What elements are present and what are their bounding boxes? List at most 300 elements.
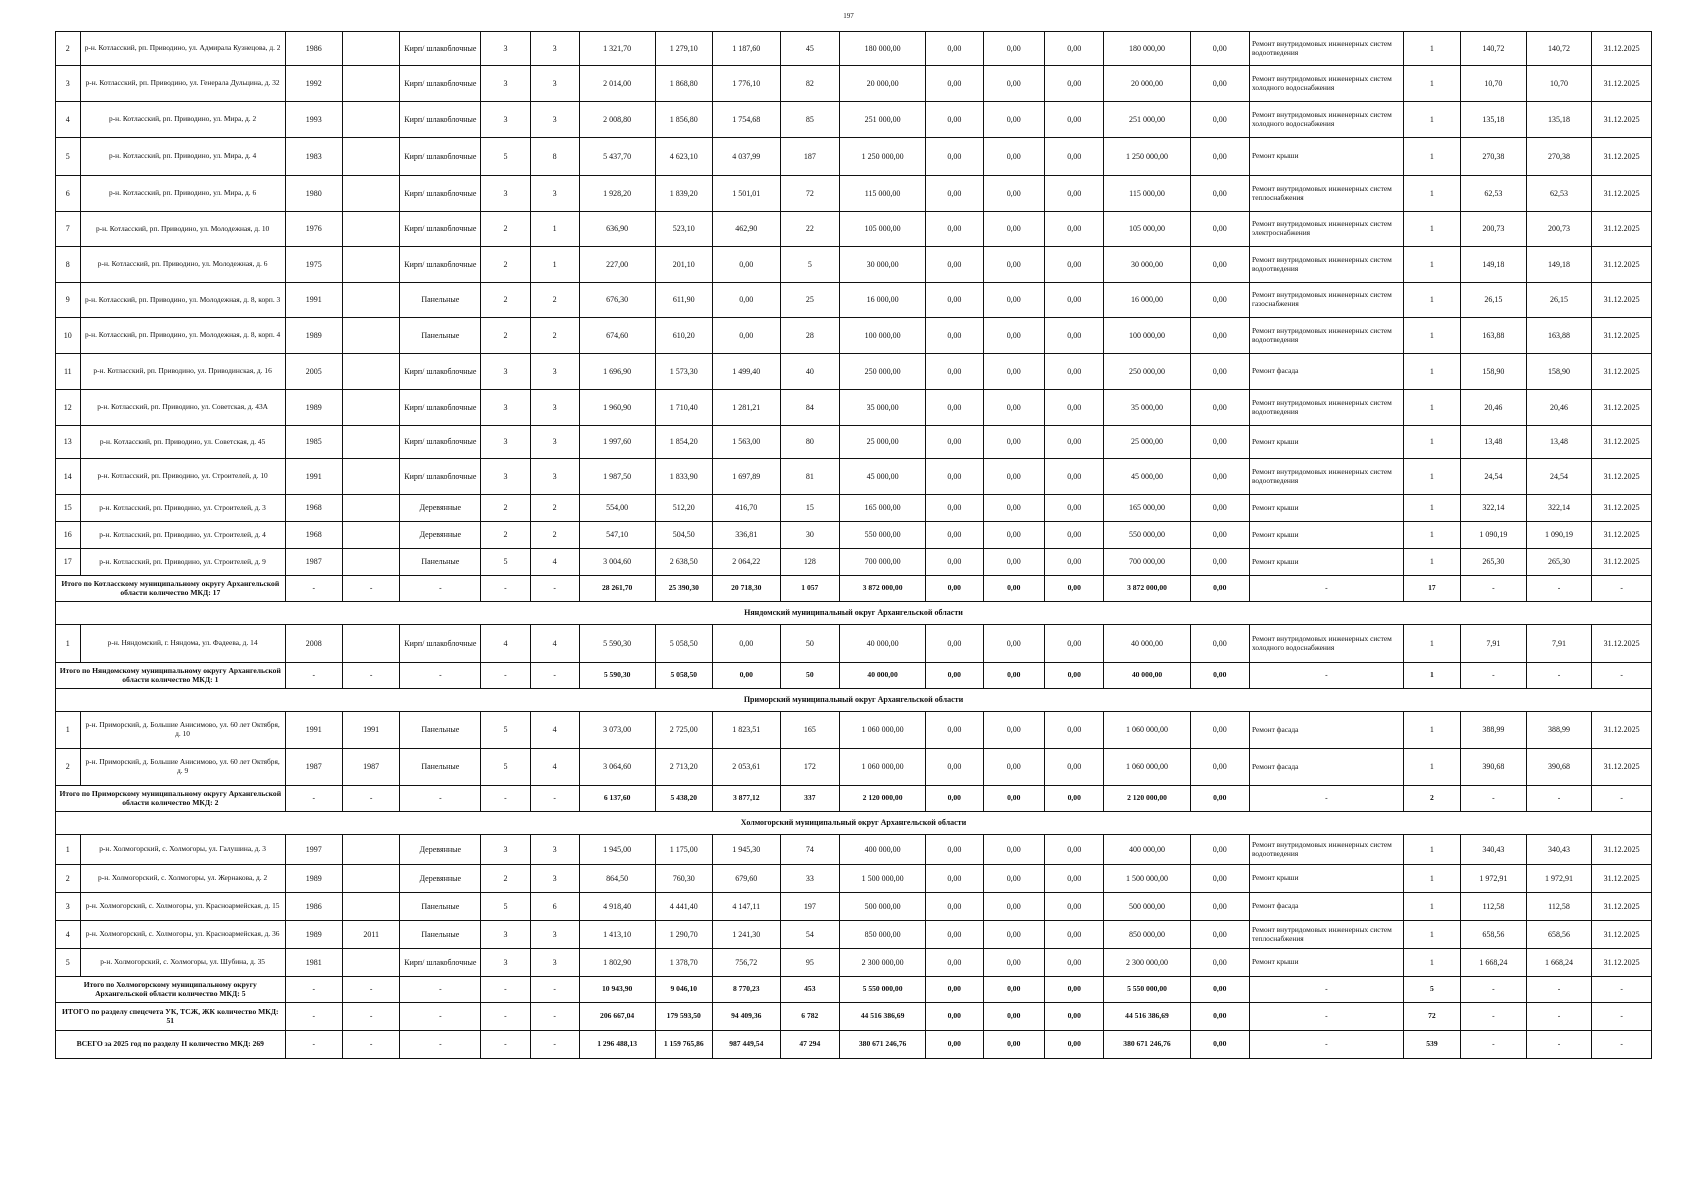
cell-wall: Панельные — [400, 712, 481, 749]
cell-cnt: 1 — [1403, 495, 1460, 522]
page-number: 197 — [843, 12, 854, 20]
cell-work: Ремонт крыши — [1249, 522, 1403, 549]
cell-a3: 1 754,68 — [712, 102, 780, 138]
cell-addr: р-н. Няндомский, г. Няндома, ул. Фадеева, д. 14 — [80, 625, 285, 663]
cell-own: 251 000,00 — [1104, 102, 1190, 138]
cell-a2: 201,10 — [655, 247, 712, 283]
cell-f1: 0,00 — [926, 102, 983, 138]
cell-ent: 8 — [530, 138, 579, 176]
cell-a2: 2 638,50 — [655, 549, 712, 576]
cell-own: 100 000,00 — [1104, 318, 1190, 354]
cell-ent: 1 — [530, 247, 579, 283]
cell-cnt: 1 — [1403, 426, 1460, 459]
cell-c2: 7,91 — [1526, 625, 1592, 663]
total-f3: 0,00 — [1045, 977, 1104, 1003]
cell-f1: 0,00 — [926, 749, 983, 786]
repair-program-table — [55, 31, 1652, 1059]
cell-res: 40 — [780, 354, 839, 390]
cell-cnt: 1 — [1403, 893, 1460, 921]
dash-cell: - — [1461, 663, 1527, 689]
cell-res: 54 — [780, 921, 839, 949]
cell-n: 1 — [56, 835, 81, 865]
cell-addr: р-н. Котласский, рп. Приводино, ул. Мира, д. 4 — [80, 138, 285, 176]
dash-cell: - — [285, 663, 342, 689]
cell-c2: 13,48 — [1526, 426, 1592, 459]
dash-cell: - — [342, 1003, 399, 1031]
cell-date: 31.12.2025 — [1592, 426, 1652, 459]
cell-f3: 0,00 — [1045, 865, 1104, 893]
dash-cell: - — [1249, 1031, 1403, 1059]
cell-a1: 1 997,60 — [579, 426, 655, 459]
cell-own: 20 000,00 — [1104, 66, 1190, 102]
dash-cell: - — [1526, 576, 1592, 602]
cell-f3: 0,00 — [1045, 102, 1104, 138]
cell-date: 31.12.2025 — [1592, 949, 1652, 977]
cell-f3: 0,00 — [1045, 522, 1104, 549]
total-res: 453 — [780, 977, 839, 1003]
cell-y2 — [342, 283, 399, 318]
cell-ent: 3 — [530, 949, 579, 977]
cell-y1: 1997 — [285, 835, 342, 865]
grand-total-f2: 0,00 — [983, 1031, 1045, 1059]
cell-addr: р-н. Котласский, рп. Приводино, ул. Адмирала Кузнецова, д. 2 — [80, 32, 285, 66]
dash-cell: - — [1592, 977, 1652, 1003]
cell-wall: Деревянные — [400, 835, 481, 865]
cell-addr: р-н. Котласский, рп. Приводино, ул. Советская, д. 45 — [80, 426, 285, 459]
grand-total-cnt: 539 — [1403, 1031, 1460, 1059]
section-title: Няндомский муниципальный округ Архангельской области — [56, 602, 1652, 625]
cell-date: 31.12.2025 — [1592, 66, 1652, 102]
cell-own: 1 060 000,00 — [1104, 712, 1190, 749]
cell-f4: 0,00 — [1190, 426, 1249, 459]
cell-wall: Кирп/ шлакоблочные — [400, 625, 481, 663]
cell-own: 2 300 000,00 — [1104, 949, 1190, 977]
cell-ent: 3 — [530, 176, 579, 212]
dash-cell: - — [1249, 576, 1403, 602]
cell-work: Ремонт внутридомовых инженерных систем теплоснабжения — [1249, 176, 1403, 212]
cell-y1: 1989 — [285, 390, 342, 426]
cell-addr: р-н. Холмогорский, с. Холмогоры, ул. Галушина, д. 3 — [80, 835, 285, 865]
cell-c1: 658,56 — [1461, 921, 1527, 949]
table-row — [56, 102, 1652, 138]
grand-total-res: 47 294 — [780, 1031, 839, 1059]
cell-c1: 340,43 — [1461, 835, 1527, 865]
cell-fl: 3 — [481, 102, 530, 138]
cell-f4: 0,00 — [1190, 102, 1249, 138]
cell-date: 31.12.2025 — [1592, 176, 1652, 212]
cell-c1: 1 668,24 — [1461, 949, 1527, 977]
cell-f4: 0,00 — [1190, 247, 1249, 283]
total-own: 40 000,00 — [1104, 663, 1190, 689]
cell-c1: 62,53 — [1461, 176, 1527, 212]
cell-work: Ремонт внутридомовых инженерных систем холодного водоснабжения — [1249, 66, 1403, 102]
total-sum: 3 872 000,00 — [840, 576, 926, 602]
dash-cell: - — [1461, 977, 1527, 1003]
cell-res: 25 — [780, 283, 839, 318]
total-f2: 0,00 — [983, 977, 1045, 1003]
total-f2: 0,00 — [983, 786, 1045, 812]
cell-f1: 0,00 — [926, 66, 983, 102]
cell-date: 31.12.2025 — [1592, 835, 1652, 865]
cell-own: 1 500 000,00 — [1104, 865, 1190, 893]
total-f4: 0,00 — [1190, 786, 1249, 812]
dash-cell: - — [530, 663, 579, 689]
cell-y2 — [342, 949, 399, 977]
cell-f4: 0,00 — [1190, 921, 1249, 949]
table-row — [56, 625, 1652, 663]
cell-ent: 6 — [530, 893, 579, 921]
cell-date: 31.12.2025 — [1592, 749, 1652, 786]
cell-addr: р-н. Холмогорский, с. Холмогоры, ул. Красноармейская, д. 36 — [80, 921, 285, 949]
cell-n: 14 — [56, 459, 81, 495]
total-a1: 6 137,60 — [579, 786, 655, 812]
cell-a1: 1 413,10 — [579, 921, 655, 949]
grand-total-f2: 0,00 — [983, 1003, 1045, 1031]
cell-f3: 0,00 — [1045, 549, 1104, 576]
grand-total-a3: 987 449,54 — [712, 1031, 780, 1059]
cell-a1: 676,30 — [579, 283, 655, 318]
cell-a1: 3 004,60 — [579, 549, 655, 576]
cell-wall: Деревянные — [400, 522, 481, 549]
cell-y2 — [342, 176, 399, 212]
cell-n: 15 — [56, 495, 81, 522]
cell-fl: 5 — [481, 893, 530, 921]
dash-cell: - — [530, 576, 579, 602]
cell-f1: 0,00 — [926, 138, 983, 176]
cell-a2: 1 290,70 — [655, 921, 712, 949]
cell-cnt: 1 — [1403, 921, 1460, 949]
cell-c2: 322,14 — [1526, 495, 1592, 522]
cell-sum: 1 060 000,00 — [840, 712, 926, 749]
cell-cnt: 1 — [1403, 176, 1460, 212]
cell-y1: 1968 — [285, 522, 342, 549]
cell-work: Ремонт внутридомовых инженерных систем водоотведения — [1249, 835, 1403, 865]
cell-addr: р-н. Котласский, рп. Приводино, ул. Строителей, д. 9 — [80, 549, 285, 576]
cell-res: 33 — [780, 865, 839, 893]
total-f3: 0,00 — [1045, 663, 1104, 689]
total-sum: 40 000,00 — [840, 663, 926, 689]
cell-c1: 10,70 — [1461, 66, 1527, 102]
cell-f2: 0,00 — [983, 749, 1045, 786]
cell-c1: 149,18 — [1461, 247, 1527, 283]
dash-cell: - — [530, 977, 579, 1003]
cell-n: 2 — [56, 749, 81, 786]
cell-fl: 5 — [481, 749, 530, 786]
cell-f2: 0,00 — [983, 247, 1045, 283]
cell-a1: 2 014,00 — [579, 66, 655, 102]
cell-ent: 3 — [530, 66, 579, 102]
table-row — [56, 949, 1652, 977]
total-label: Итого по Няндомскому муниципальному округу Архангельской области количество МКД: 1 — [56, 663, 286, 689]
cell-date: 31.12.2025 — [1592, 549, 1652, 576]
cell-res: 172 — [780, 749, 839, 786]
total-f1: 0,00 — [926, 786, 983, 812]
cell-c1: 322,14 — [1461, 495, 1527, 522]
cell-cnt: 1 — [1403, 318, 1460, 354]
cell-own: 105 000,00 — [1104, 212, 1190, 247]
cell-a1: 636,90 — [579, 212, 655, 247]
cell-a3: 1 823,51 — [712, 712, 780, 749]
cell-date: 31.12.2025 — [1592, 865, 1652, 893]
cell-ent: 4 — [530, 712, 579, 749]
cell-y1: 2005 — [285, 354, 342, 390]
dash-cell: - — [1592, 1003, 1652, 1031]
table-row — [56, 247, 1652, 283]
cell-c2: 140,72 — [1526, 32, 1592, 66]
cell-c2: 658,56 — [1526, 921, 1592, 949]
cell-sum: 180 000,00 — [840, 32, 926, 66]
cell-f1: 0,00 — [926, 247, 983, 283]
cell-addr: р-н. Холмогорский, с. Холмогоры, ул. Красноармейская, д. 15 — [80, 893, 285, 921]
cell-work: Ремонт крыши — [1249, 426, 1403, 459]
table-row — [56, 865, 1652, 893]
cell-n: 16 — [56, 522, 81, 549]
cell-cnt: 1 — [1403, 865, 1460, 893]
cell-f1: 0,00 — [926, 354, 983, 390]
cell-f2: 0,00 — [983, 625, 1045, 663]
cell-fl: 2 — [481, 247, 530, 283]
cell-f2: 0,00 — [983, 354, 1045, 390]
cell-c2: 24,54 — [1526, 459, 1592, 495]
table-row — [56, 522, 1652, 549]
total-a2: 9 046,10 — [655, 977, 712, 1003]
table-row — [56, 893, 1652, 921]
grand-total-res: 6 782 — [780, 1003, 839, 1031]
cell-fl: 2 — [481, 283, 530, 318]
cell-f4: 0,00 — [1190, 354, 1249, 390]
cell-cnt: 1 — [1403, 625, 1460, 663]
cell-a2: 760,30 — [655, 865, 712, 893]
cell-date: 31.12.2025 — [1592, 32, 1652, 66]
cell-a1: 1 945,00 — [579, 835, 655, 865]
cell-f3: 0,00 — [1045, 247, 1104, 283]
cell-work: Ремонт крыши — [1249, 865, 1403, 893]
grand-total-a3: 94 409,36 — [712, 1003, 780, 1031]
cell-f1: 0,00 — [926, 835, 983, 865]
cell-date: 31.12.2025 — [1592, 138, 1652, 176]
cell-addr: р-н. Приморский, д. Большие Анисимово, ул. 60 лет Октября, д. 9 — [80, 749, 285, 786]
cell-res: 28 — [780, 318, 839, 354]
cell-fl: 3 — [481, 66, 530, 102]
cell-y1: 1983 — [285, 138, 342, 176]
cell-fl: 4 — [481, 625, 530, 663]
cell-date: 31.12.2025 — [1592, 893, 1652, 921]
cell-n: 10 — [56, 318, 81, 354]
cell-y1: 1985 — [285, 426, 342, 459]
cell-date: 31.12.2025 — [1592, 390, 1652, 426]
total-f1: 0,00 — [926, 977, 983, 1003]
dash-cell: - — [400, 576, 481, 602]
grand-total-label: ИТОГО по разделу спецсчета УК, ТСЖ, ЖК количество МКД: 51 — [56, 1003, 286, 1031]
cell-work: Ремонт фасада — [1249, 749, 1403, 786]
cell-own: 250 000,00 — [1104, 354, 1190, 390]
cell-c1: 24,54 — [1461, 459, 1527, 495]
dash-cell: - — [481, 1003, 530, 1031]
grand-total-sum: 380 671 246,76 — [840, 1031, 926, 1059]
dash-cell: - — [530, 1031, 579, 1059]
cell-date: 31.12.2025 — [1592, 318, 1652, 354]
cell-fl: 3 — [481, 459, 530, 495]
cell-f3: 0,00 — [1045, 390, 1104, 426]
total-cnt: 2 — [1403, 786, 1460, 812]
cell-a2: 1 378,70 — [655, 949, 712, 977]
cell-res: 81 — [780, 459, 839, 495]
cell-a1: 1 960,90 — [579, 390, 655, 426]
cell-wall: Панельные — [400, 921, 481, 949]
cell-own: 16 000,00 — [1104, 283, 1190, 318]
cell-c1: 265,30 — [1461, 549, 1527, 576]
cell-ent: 4 — [530, 549, 579, 576]
grand-total-row — [56, 1003, 1652, 1031]
cell-ent: 3 — [530, 426, 579, 459]
cell-a1: 5 437,70 — [579, 138, 655, 176]
dash-cell: - — [481, 786, 530, 812]
cell-y2 — [342, 459, 399, 495]
dash-cell: - — [400, 977, 481, 1003]
cell-own: 30 000,00 — [1104, 247, 1190, 283]
cell-addr: р-н. Котласский, рп. Приводино, ул. Приводинская, д. 16 — [80, 354, 285, 390]
cell-work: Ремонт внутридомовых инженерных систем газоснабжения — [1249, 283, 1403, 318]
dash-cell: - — [285, 576, 342, 602]
cell-work: Ремонт внутридомовых инженерных систем водоотведения — [1249, 247, 1403, 283]
cell-sum: 20 000,00 — [840, 66, 926, 102]
cell-date: 31.12.2025 — [1592, 459, 1652, 495]
grand-total-f3: 0,00 — [1045, 1003, 1104, 1031]
cell-y1: 1981 — [285, 949, 342, 977]
cell-c2: 1 090,19 — [1526, 522, 1592, 549]
table-row — [56, 283, 1652, 318]
cell-a2: 1 856,80 — [655, 102, 712, 138]
cell-wall: Панельные — [400, 283, 481, 318]
cell-f4: 0,00 — [1190, 865, 1249, 893]
cell-cnt: 1 — [1403, 212, 1460, 247]
cell-n: 1 — [56, 712, 81, 749]
dash-cell: - — [1249, 1003, 1403, 1031]
cell-a3: 4 037,99 — [712, 138, 780, 176]
cell-n: 4 — [56, 102, 81, 138]
cell-sum: 35 000,00 — [840, 390, 926, 426]
cell-f3: 0,00 — [1045, 625, 1104, 663]
cell-ent: 2 — [530, 283, 579, 318]
cell-res: 15 — [780, 495, 839, 522]
dash-cell: - — [530, 1003, 579, 1031]
cell-cnt: 1 — [1403, 835, 1460, 865]
cell-fl: 5 — [481, 549, 530, 576]
cell-ent: 3 — [530, 390, 579, 426]
cell-date: 31.12.2025 — [1592, 102, 1652, 138]
cell-f2: 0,00 — [983, 865, 1045, 893]
cell-f4: 0,00 — [1190, 459, 1249, 495]
cell-f1: 0,00 — [926, 865, 983, 893]
cell-n: 11 — [56, 354, 81, 390]
grand-total-cnt: 72 — [1403, 1003, 1460, 1031]
dash-cell: - — [400, 1003, 481, 1031]
cell-fl: 3 — [481, 32, 530, 66]
cell-a1: 3 073,00 — [579, 712, 655, 749]
cell-addr: р-н. Приморский, д. Большие Анисимово, ул. 60 лет Октября, д. 10 — [80, 712, 285, 749]
cell-wall: Кирп/ шлакоблочные — [400, 247, 481, 283]
cell-ent: 3 — [530, 921, 579, 949]
cell-y2: 1987 — [342, 749, 399, 786]
table-row — [56, 749, 1652, 786]
cell-f1: 0,00 — [926, 949, 983, 977]
total-a1: 10 943,90 — [579, 977, 655, 1003]
cell-c1: 158,90 — [1461, 354, 1527, 390]
cell-y2 — [342, 390, 399, 426]
cell-addr: р-н. Котласский, рп. Приводино, ул. Советская, д. 43А — [80, 390, 285, 426]
dash-cell: - — [1461, 1003, 1527, 1031]
cell-a1: 4 918,40 — [579, 893, 655, 921]
cell-work: Ремонт внутридомовых инженерных систем водоотведения — [1249, 32, 1403, 66]
cell-y1: 1975 — [285, 247, 342, 283]
cell-cnt: 1 — [1403, 390, 1460, 426]
cell-f2: 0,00 — [983, 32, 1045, 66]
cell-y2: 2011 — [342, 921, 399, 949]
cell-f3: 0,00 — [1045, 893, 1104, 921]
cell-c2: 340,43 — [1526, 835, 1592, 865]
table-row — [56, 495, 1652, 522]
cell-a3: 1 281,21 — [712, 390, 780, 426]
cell-date: 31.12.2025 — [1592, 247, 1652, 283]
cell-a3: 1 563,00 — [712, 426, 780, 459]
cell-res: 74 — [780, 835, 839, 865]
table-row — [56, 66, 1652, 102]
cell-ent: 4 — [530, 625, 579, 663]
cell-a2: 611,90 — [655, 283, 712, 318]
cell-date: 31.12.2025 — [1592, 522, 1652, 549]
cell-wall: Кирп/ шлакоблочные — [400, 176, 481, 212]
cell-n: 3 — [56, 893, 81, 921]
cell-wall: Кирп/ шлакоблочные — [400, 212, 481, 247]
cell-ent: 3 — [530, 865, 579, 893]
cell-a2: 1 710,40 — [655, 390, 712, 426]
cell-y2 — [342, 32, 399, 66]
total-cnt: 17 — [1403, 576, 1460, 602]
cell-a3: 0,00 — [712, 625, 780, 663]
cell-a2: 1 854,20 — [655, 426, 712, 459]
cell-f2: 0,00 — [983, 459, 1045, 495]
dash-cell: - — [481, 663, 530, 689]
cell-fl: 5 — [481, 138, 530, 176]
cell-y2: 1991 — [342, 712, 399, 749]
dash-cell: - — [1526, 977, 1592, 1003]
cell-wall: Кирп/ шлакоблочные — [400, 949, 481, 977]
total-a1: 5 590,30 — [579, 663, 655, 689]
cell-c1: 1 090,19 — [1461, 522, 1527, 549]
cell-f2: 0,00 — [983, 138, 1045, 176]
dash-cell: - — [1526, 1031, 1592, 1059]
cell-a1: 1 928,20 — [579, 176, 655, 212]
cell-y1: 1986 — [285, 32, 342, 66]
cell-f4: 0,00 — [1190, 749, 1249, 786]
cell-ent: 3 — [530, 459, 579, 495]
cell-ent: 1 — [530, 212, 579, 247]
cell-c2: 270,38 — [1526, 138, 1592, 176]
cell-f2: 0,00 — [983, 283, 1045, 318]
cell-f1: 0,00 — [926, 625, 983, 663]
cell-a3: 2 064,22 — [712, 549, 780, 576]
cell-c2: 10,70 — [1526, 66, 1592, 102]
cell-n: 6 — [56, 176, 81, 212]
cell-work: Ремонт крыши — [1249, 549, 1403, 576]
total-a2: 5 438,20 — [655, 786, 712, 812]
cell-y2 — [342, 354, 399, 390]
cell-f3: 0,00 — [1045, 318, 1104, 354]
cell-a3: 0,00 — [712, 247, 780, 283]
dash-cell: - — [342, 977, 399, 1003]
cell-f2: 0,00 — [983, 318, 1045, 354]
cell-f1: 0,00 — [926, 32, 983, 66]
